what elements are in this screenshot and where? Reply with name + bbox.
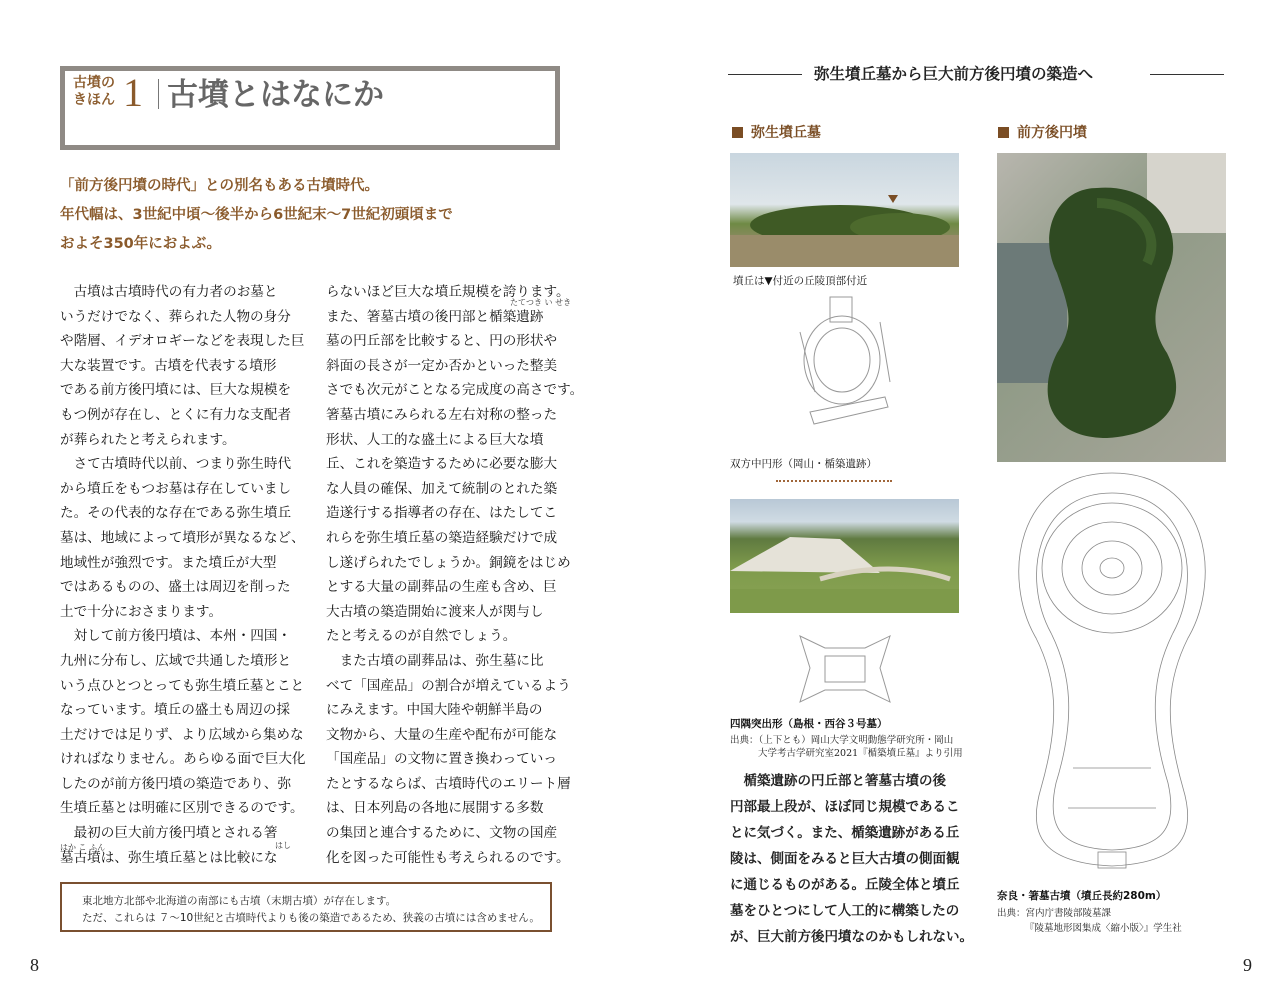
- square-bullet-icon: [998, 127, 1009, 138]
- plan-nishidani: [790, 628, 900, 710]
- right-body-text: [730, 768, 973, 950]
- text-line: 墓をひとつにして人工的に構築したの: [730, 903, 960, 919]
- text-line: 九州に分布し、広域で共通した墳形と: [60, 652, 292, 669]
- square-bullet-icon: [732, 127, 743, 138]
- text-line: 丘、これを築造するために必要な膨大: [326, 456, 558, 473]
- text-line: 楯築遺跡の円丘部と箸墓古墳の後: [730, 773, 946, 789]
- source-hashihaka-1: 出典：宮内庁書陵部陵墓課: [997, 908, 1112, 919]
- ruby-hashi: はし: [275, 841, 291, 850]
- chapter-number: 1: [123, 70, 143, 115]
- chapter-kicker: 古墳の きほん: [73, 75, 115, 108]
- text-line: れらを弥生墳丘墓の築造経験だけで成: [326, 529, 558, 546]
- dotted-separator: [776, 480, 892, 482]
- text-line: また、箸墓古墳の後円部と楯築遺跡: [326, 308, 544, 325]
- photo-hashihaka-aerial: [997, 153, 1226, 462]
- text-line: 対して前方後円墳は、本州・四国・: [60, 628, 292, 645]
- body-column-2: [326, 280, 584, 870]
- header-rule-right: [1150, 74, 1224, 75]
- text-line: が葬られたと考えられます。: [60, 431, 236, 448]
- text-line: 形状、人工的な盛土による巨大な墳: [326, 431, 544, 448]
- text-line: にみえます。中国大陸や朝鮮半島の: [326, 702, 543, 719]
- marker-triangle-icon: [888, 195, 898, 203]
- text-line: に通じるものがある。丘陵全体と墳丘: [730, 877, 960, 893]
- text-line: 土だけでは足りず、より広域から集めな: [60, 726, 304, 743]
- body-column-1: [60, 280, 306, 870]
- ruby-hakazofun: はか こ ふん: [60, 843, 106, 852]
- text-line: もつ例が存在し、とくに有力な支配者: [60, 406, 292, 423]
- text-line: 地域性が強烈です。また墳丘が大型: [60, 554, 277, 571]
- text-line: とに気づく。また、楯築遺跡がある丘: [730, 825, 960, 841]
- text-line: 円部最上段が、ほぼ同じ規模であるこ: [730, 799, 960, 815]
- lead-text: 「前方後円墳の時代」との別名もある古墳時代。 年代幅は、3世紀中頃～後半から6世紀末～7世紀初頭頃まで およそ350年におよぶ。: [60, 178, 453, 252]
- text-line: いうだけでなく、葬られた人物の身分: [60, 308, 291, 325]
- text-line: 陵は、側面をみると巨大古墳の側面観: [730, 851, 960, 867]
- photo-tatetsuki-hill: [730, 153, 959, 267]
- text-line: 造遂行する指導者の存在、はたしてこ: [326, 505, 558, 522]
- text-line: らないほど巨大な墳丘規模を誇ります。: [326, 284, 570, 300]
- text-line: たとするならば、古墳時代のエリート層: [326, 775, 571, 792]
- page-number-left: 8: [30, 955, 39, 975]
- text-line: なっています。墳丘の盛土も周辺の採: [60, 702, 291, 719]
- source-yayoi-2: 大学考古学研究室2021『楯築墳丘墓』より引用: [758, 748, 963, 759]
- source-hashihaka-2: 『陵墓地形図集成〈縮小版〉』学生社: [1025, 923, 1182, 934]
- ruby-tatetsuki: たてつき い せき: [510, 298, 572, 307]
- text-line: 墓は、地域によって墳形が異なるなど、: [60, 529, 305, 546]
- text-line: 墓の円丘部を比較すると、円の形状や: [326, 333, 558, 350]
- text-line: 墓古墳は、弥生墳丘墓とは比較にな: [60, 849, 278, 866]
- keyhole-mound-illustration: [997, 153, 1226, 462]
- text-line: とする大量の副葬品の生産も含め、巨: [326, 579, 557, 596]
- caption-plan2: 四隅突出形（島根・西谷３号墓）: [730, 718, 888, 730]
- page-title: 古墳とはなにか: [167, 77, 384, 113]
- text-line: な人員の確保、加えて統制のとれた築: [326, 480, 558, 497]
- text-line: 土で十分におさまります。: [60, 603, 223, 620]
- hill-illustration: [730, 153, 959, 267]
- plan-tatetsuki: [790, 292, 900, 442]
- map-hashihaka-contour: [998, 468, 1226, 873]
- chapter-title-box: [60, 66, 560, 150]
- text-line: 箸墓古墳にみられる左右対称の整った: [326, 406, 558, 423]
- text-line: 斜面の長さが一定か否かといった整美: [326, 357, 558, 374]
- caption-plan1: 双方中円形（岡山・楯築遺跡）: [730, 458, 877, 470]
- text-line: 生墳丘墓とは明確に区別できるのです。: [60, 800, 304, 817]
- section-header: 弥生墳丘墓から巨大前方後円墳の築造へ: [728, 62, 1224, 86]
- text-line: べて「国産品」の割合が増えているよう: [326, 677, 571, 694]
- note-box: 東北地方北部や北海道の南部にも古墳（末期古墳）が存在します。 ただ、これらは ７～10世紀と古墳時代よりも後の築造であるため、狭義の古墳には含めません。: [60, 882, 552, 932]
- text-line: また古墳の副葬品は、弥生墓に比: [326, 652, 544, 669]
- text-line: から墳丘をもつお墓は存在していまし: [60, 480, 292, 497]
- text-line: 古墳は古墳時代の有力者のお墓と: [60, 284, 278, 300]
- text-line: し遂げられたでしょうか。銅鏡をはじめ: [326, 554, 571, 571]
- header-rule-left: [728, 74, 802, 75]
- text-line: ければなりません。あらゆる面で巨大化: [60, 751, 306, 768]
- photo-nishidani-mound: [730, 499, 959, 613]
- text-line: や階層、イデオロギーなどを表現した巨: [60, 333, 305, 350]
- section-label-zenpo: 前方後円墳: [998, 122, 1087, 142]
- page-number-right: 9: [1243, 955, 1252, 975]
- text-line: 文物から、大量の生産や配布が可能な: [326, 726, 558, 743]
- text-line: さて古墳時代以前、つまり弥生時代: [60, 456, 292, 473]
- text-line: したのが前方後円墳の築造であり、弥: [60, 775, 292, 792]
- text-line: 化を図った可能性も考えられるのです。: [326, 849, 570, 866]
- text-line: である前方後円墳には、巨大な規模を: [60, 382, 292, 399]
- text-line: た。その代表的な存在である弥生墳丘: [60, 505, 292, 522]
- text-line: たと考えるのが自然でしょう。: [326, 628, 517, 645]
- caption-photo1: 墳丘は▼付近の丘陵頂部付近: [733, 275, 868, 287]
- source-yayoi-1: 出典：（上下とも）岡山大学文明動態学研究所・岡山: [730, 735, 954, 746]
- text-line: が、巨大前方後円墳なのかもしれない。: [730, 929, 973, 945]
- text-line: ではあるものの、盛土は周辺を削った: [60, 579, 291, 596]
- text-line: 大な装置です。古墳を代表する墳形: [60, 357, 277, 374]
- text-line: は、日本列島の各地に展開する多数: [326, 800, 544, 817]
- text-line: 「国産品」の文物に置き換わっていっ: [326, 751, 557, 768]
- mound-illustration: [730, 499, 959, 613]
- text-line: の集団と連合するために、文物の国産: [326, 825, 558, 842]
- text-line: 大古墳の築造開始に渡来人が関与し: [326, 603, 544, 620]
- text-line: 最初の巨大前方後円墳とされる箸: [60, 825, 278, 842]
- caption-hashihaka: 奈良・箸墓古墳（墳丘長約280m）: [997, 890, 1167, 902]
- divider: [158, 79, 159, 109]
- section-label-yayoi: 弥生墳丘墓: [732, 122, 821, 142]
- text-line: さでも次元がことなる完成度の高さです。: [326, 382, 584, 399]
- text-line: いう点ひとつとっても弥生墳丘墓とこと: [60, 677, 305, 694]
